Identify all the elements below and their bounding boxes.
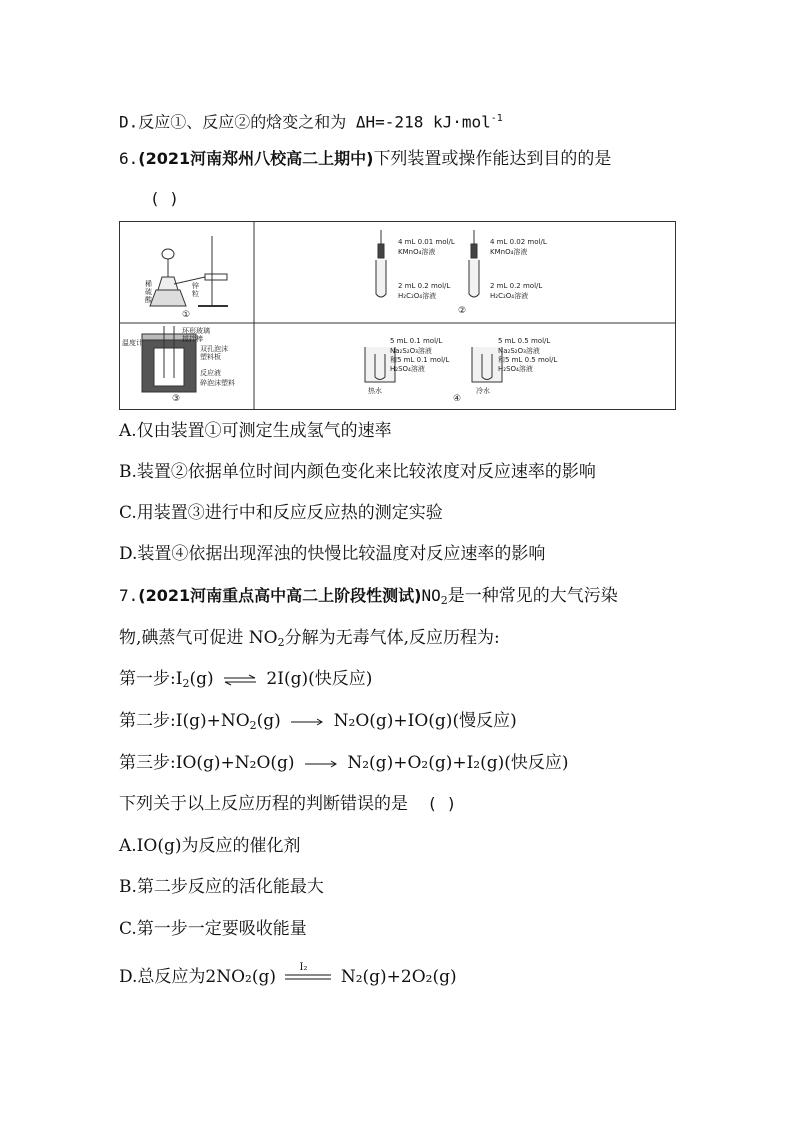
p4-hot-water: 热水: [368, 387, 382, 395]
p2-right-top2: KMnO₄溶液: [490, 248, 528, 256]
label-zinc: 锌粒: [192, 282, 199, 298]
q7-question: [119, 793, 456, 815]
q6-number: 6.: [119, 149, 139, 168]
q5-option-d-exp: -1: [490, 113, 503, 124]
catalyst-equals: [285, 961, 331, 985]
label-dilute-acid: 稀硫酸: [145, 280, 152, 304]
q6-blank: ( ): [150, 189, 179, 208]
q7-option-c: C.第一步一定要吸收能量: [119, 919, 307, 939]
p4-right-1: 5 mL 0.5 mol/L: [498, 337, 551, 345]
q7-blank: ( ): [427, 794, 457, 813]
q7-step2-mid: (g): [256, 711, 281, 731]
q7-no2: NO: [421, 586, 441, 605]
label-foam-board: 双孔泡沫: [200, 345, 228, 353]
q7-catalyst: I₂: [299, 961, 308, 973]
equilibrium-arrow-icon: [223, 674, 257, 686]
label-panel-3: ③: [172, 394, 181, 404]
p2-left-top2: KMnO₄溶液: [398, 248, 436, 256]
q7-step1-right: 2I(g)(快反应): [266, 669, 373, 689]
q7-step2-right: N₂O(g)+IO(g)(慢反应): [333, 711, 517, 731]
p4-right-3: 和5 mL 0.5 mol/L: [498, 356, 558, 364]
q7-step1-mid: (g): [189, 669, 214, 689]
label-reaction-liquid: 反应液: [200, 369, 221, 377]
q6-stem: [119, 148, 611, 170]
right-arrow-icon: [290, 716, 324, 728]
flask-apparatus: [150, 236, 228, 306]
q7-stem2-a: 物,碘蒸气可促进 NO: [119, 628, 278, 648]
p2-right-top: 4 mL 0.02 mol/L: [490, 238, 547, 246]
label-plastic-board: 塑料板: [200, 353, 221, 361]
q7-step1-label: 第一步:I: [119, 669, 183, 689]
label-ring-glass: 环形玻璃: [182, 327, 210, 335]
q7-option-a: A.IO(g)为反应的催化剂: [119, 836, 301, 856]
q6-question: 下列装置或操作能达到目的的是: [373, 149, 612, 169]
p2-left-top: 4 mL 0.01 mol/L: [398, 238, 455, 246]
p4-left-2: Na₂S₂O₃溶液: [390, 347, 432, 355]
q7-option-d-left: D.总反应为2NO₂(g): [119, 967, 277, 987]
p4-left-1: 5 mL 0.1 mol/L: [390, 337, 443, 345]
q6-option-a: A.仅由装置①可测定生成氢气的速率: [119, 421, 392, 441]
label-panel-4: ④: [453, 394, 462, 404]
p2-right-bot: 2 mL 0.2 mol/L: [490, 282, 543, 290]
p4-left-4: H₂SO₄溶液: [390, 365, 425, 373]
q7-number: 7.: [119, 586, 139, 605]
q7-step3: [119, 752, 569, 774]
p4-right-4: H₂SO₄溶液: [498, 365, 533, 373]
right-arrow-icon: [304, 758, 338, 770]
q6-figure: [119, 221, 676, 410]
q5-option-d-text: D.反应①、反应②的焓变之和为 ΔH=-218 kJ·mol: [119, 112, 491, 132]
q6-option-b: B.装置②依据单位时间内颜色变化来比较浓度对反应速率的影响: [119, 462, 596, 482]
double-line-icon: [285, 971, 331, 985]
q7-option-d-right: N₂(g)+2O₂(g): [340, 967, 457, 987]
label-stirrer: 搅拌棒: [182, 335, 203, 343]
p4-left-3: 和5 mL 0.1 mol/L: [390, 356, 450, 364]
p4-cold-water: 冷水: [476, 387, 490, 395]
q7-step3-label: 第三步:IO(g)+N₂O(g): [119, 753, 295, 773]
label-panel-1: ①: [182, 310, 191, 320]
label-thermometer: 温度计: [122, 339, 143, 347]
q7-stem-line2: 物,碘蒸气可促进 $NO_2$分解为无毒气体,反应历程为:: [119, 628, 500, 649]
p4-right-2: Na₂S₂O₃溶液: [498, 347, 540, 355]
q7-stem: 7.(2021河南重点高中高二上阶段性测试)$NO_2$是一种常见的大气污染: [119, 586, 618, 607]
q6-source: (2021河南郑州八校高二上期中): [138, 149, 374, 168]
p2-left-bot2: H₂C₂O₄溶液: [398, 292, 437, 300]
q7-step2: 第二步$:I(g)+NO_2(g)$ N₂O(g)+IO(g)(慢反应): [119, 711, 517, 732]
q5-option-d: [119, 108, 503, 133]
q7-stem2-b: 分解为无毒气体,反应历程为:: [284, 628, 500, 648]
q7-stem-text: 是一种常见的大气污染: [447, 586, 618, 606]
q7-step2-label: 第二步:I(g)+NO: [119, 711, 250, 731]
p2-left-bot: 2 mL 0.2 mol/L: [398, 282, 451, 290]
q7-question-text: 下列关于以上反应历程的判断错误的是: [119, 794, 408, 814]
label-foam-pieces: 碎泡沫塑料: [200, 379, 235, 387]
p2-right-bot2: H₂C₂O₄溶液: [490, 292, 529, 300]
q6-option-d: D.装置④依据出现浑浊的快慢比较温度对反应速率的影响: [119, 544, 546, 564]
q7-option-b: B.第二步反应的活化能最大: [119, 877, 324, 897]
q7-step3-right: N₂(g)+O₂(g)+I₂(g)(快反应): [347, 753, 569, 773]
q7-option-d: [119, 961, 457, 988]
q7-source: (2021河南重点高中高二上阶段性测试): [138, 586, 422, 605]
q6-option-c: C.用装置③进行中和反应反应热的测定实验: [119, 503, 443, 523]
label-panel-2: ②: [458, 306, 467, 316]
q7-step1: 第一步$:I_2(g)$ 2I(g)(快反应): [119, 669, 373, 690]
